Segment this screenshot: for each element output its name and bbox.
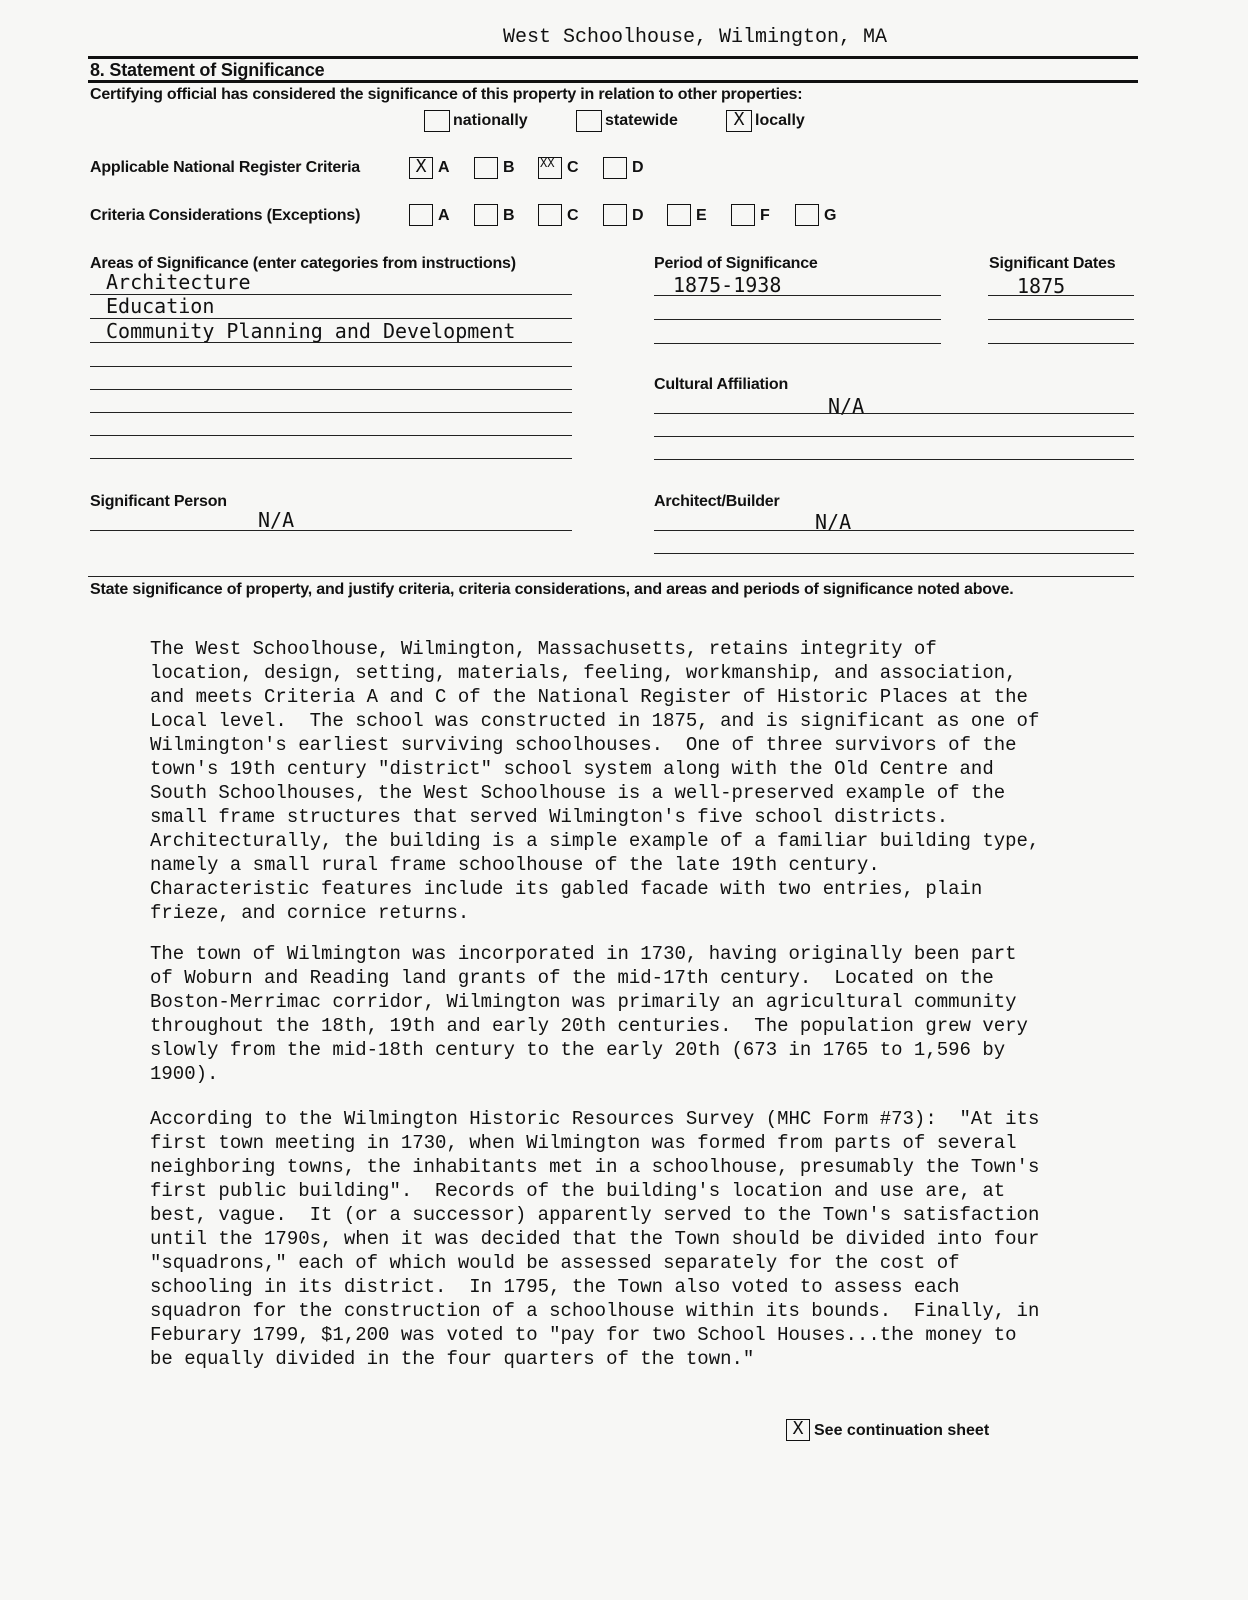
narrative-paragraph: The town of Wilmington was incorporated in 1730, having originally been part of Woburn and Reading land grants of the mid-17th century. Located on the Boston-Merrimac corridor, Wilmington was primarily an agricultural community throughout the 18th, 19th and early 20th centuries. The population grew very slowly from the mid-18th century to the early 20th (673 in 1765 to 1,596 by 1900). — [150, 943, 1028, 1085]
period-label: Period of Significance — [654, 255, 818, 272]
person-label: Significant Person — [90, 493, 227, 510]
statewide-checkbox[interactable] — [576, 110, 602, 132]
continuation-label: See continuation sheet — [814, 1422, 990, 1439]
dates-label: Significant Dates — [989, 255, 1116, 272]
criterion-a-checkbox[interactable]: X — [409, 157, 433, 179]
period-line — [654, 295, 941, 296]
area-line — [90, 412, 572, 413]
consideration-d-label: D — [632, 207, 644, 224]
area-line — [90, 366, 572, 367]
consideration-c-checkbox[interactable] — [538, 204, 562, 226]
criterion-b-checkbox[interactable] — [474, 157, 498, 179]
criterion-c-checkbox[interactable]: XX — [538, 157, 562, 179]
areas-label: Areas of Significance (enter categories from instructions) — [90, 255, 516, 272]
state-significance-instruction: State significance of property, and justify criteria, criteria considerations, and areas and periods of significance noted above. — [90, 581, 1014, 598]
consideration-f-label: F — [760, 207, 770, 224]
consideration-f-checkbox[interactable] — [731, 204, 755, 226]
section-top-rule — [88, 56, 1138, 59]
cultural-value: N/A — [828, 394, 865, 418]
consideration-e-checkbox[interactable] — [667, 204, 691, 226]
period-value: 1875-1938 — [673, 273, 782, 297]
consideration-a-checkbox[interactable] — [409, 204, 433, 226]
architect-label: Architect/Builder — [654, 493, 780, 510]
considerations-label: Criteria Considerations (Exceptions) — [90, 207, 361, 224]
area-line — [90, 435, 572, 436]
person-line — [90, 530, 572, 531]
period-line — [654, 343, 941, 344]
consideration-e-label: E — [696, 207, 707, 224]
cultural-label: Cultural Affiliation — [654, 376, 789, 393]
cultural-line — [654, 413, 1134, 414]
criterion-a-label: A — [438, 159, 450, 176]
architect-value: N/A — [815, 510, 852, 534]
nr-criteria-label: Applicable National Register Criteria — [90, 159, 361, 176]
architect-line — [654, 553, 1134, 554]
cultural-line — [654, 436, 1134, 437]
dates-value: 1875 — [1017, 274, 1066, 298]
area-value: Architecture — [106, 270, 251, 294]
continuation-checkbox[interactable]: X — [786, 1419, 810, 1441]
consideration-g-checkbox[interactable] — [795, 204, 819, 226]
area-line — [90, 318, 572, 319]
statement-rule — [88, 576, 1134, 577]
nationally-label: nationally — [453, 112, 528, 129]
architect-line — [654, 530, 1134, 531]
section-heading: 8. Statement of Significance — [90, 60, 325, 80]
area-value: Education — [106, 294, 215, 318]
document-header-title: West Schoolhouse, Wilmington, MA — [503, 26, 888, 49]
locally-label: locally — [755, 112, 805, 129]
consideration-b-checkbox[interactable] — [474, 204, 498, 226]
area-line — [90, 342, 572, 343]
dates-line — [988, 343, 1134, 344]
certifying-text: Certifying official has considered the significance of this property in relation to other properties: — [90, 86, 803, 103]
period-line — [654, 319, 941, 320]
consideration-b-label: B — [503, 207, 515, 224]
criterion-b-label: B — [503, 159, 515, 176]
locally-checkbox[interactable]: X — [726, 110, 752, 132]
area-line — [90, 458, 572, 459]
section-heading-rule — [88, 80, 1138, 83]
nationally-checkbox[interactable] — [424, 110, 450, 132]
area-line — [90, 294, 572, 295]
criterion-d-checkbox[interactable] — [603, 157, 627, 179]
area-line — [90, 389, 572, 390]
cultural-line — [654, 459, 1134, 460]
area-value: Community Planning and Development — [106, 319, 516, 343]
narrative-paragraph: The West Schoolhouse, Wilmington, Massachusetts, retains integrity of location, design, setting, materials, feeling, workmanship, and association, and meets Criteria A and C of the National Register of Historic Places at the Local level. The school was constructed in 1875, and is significant as one of Wilmington's earliest surviving schoolhouses. One of three survivors of the town's 19th century "district" school system along with the Old Centre and South Schoolhouses, the West Schoolhouse is a well-preserved example of the small frame structures that served Wilmington's five school districts. Architecturally, the building is a simple example of a familiar building type, namely a small rural frame schoolhouse of the late 19th century. Characteristic features include its gabled facade with two entries, plain frieze, and cornice returns. — [150, 638, 1040, 924]
statewide-label: statewide — [605, 112, 678, 129]
criterion-d-label: D — [632, 159, 644, 176]
narrative-paragraph: According to the Wilmington Historic Resources Survey (MHC Form #73): "At its first town meeting in 1730, when Wilmington was formed from parts of several neighboring towns, the inhabitants met in a schoolhouse, presumably the Town's first public building". Records of the building's location and use are, at best, vague. It (or a successor) apparently served to the Town's satisfaction until the 1790s, when it was decided that the Town should be divided into four "squadrons," each of which would be assessed separately for the cost of schooling in its district. In 1795, the Town also voted to assess each squadron for the construction of a schoolhouse within its bounds. Finally, in Feburary 1799, $1,200 was voted to "pay for two School Houses...the money to be equally divided in the four quarters of the town." — [150, 1108, 1040, 1370]
dates-line — [988, 319, 1134, 320]
person-value: N/A — [258, 508, 295, 532]
consideration-c-label: C — [567, 207, 579, 224]
consideration-g-label: G — [824, 207, 837, 224]
dates-line — [988, 295, 1134, 296]
consideration-a-label: A — [438, 207, 450, 224]
criterion-c-label: C — [567, 159, 579, 176]
consideration-d-checkbox[interactable] — [603, 204, 627, 226]
